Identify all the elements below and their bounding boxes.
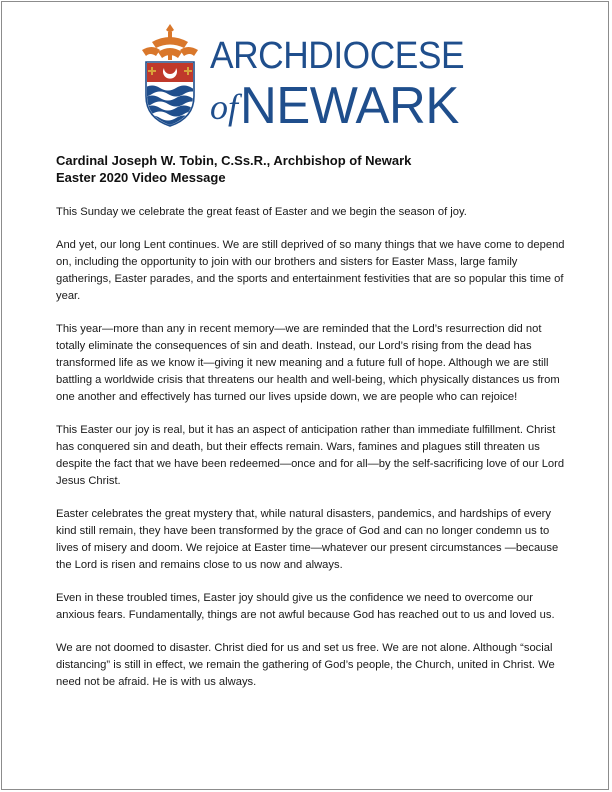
paragraph: This Easter our joy is real, but it has an aspect of anticipation rather than immediate fulfillment. Christ has conquered sin and death, but their effects remain. Wars, famines and plagues still threaten us despite the fact that we have been redeemed—once and for all—by the self-sacrificing love of our Lord Jesus Christ. (56, 424, 565, 487)
logo-text-archdiocese: ARCHDIOCESE (210, 35, 465, 77)
paragraph: This Sunday we celebrate the great feast of Easter and we begin the season of joy. (56, 206, 467, 218)
paragraph: Easter celebrates the great mystery that, while natural disasters, pandemics, and hardships of every kind still remain, they have been transformed by the grace of God and can no longer condemn us to lives of misery and doom. We rejoice at Easter time—whatever our present circumstances —because the Lord is risen and remains close to us now and always. (56, 508, 559, 571)
document-heading (56, 152, 556, 186)
coat-of-arms-icon (138, 24, 202, 128)
paragraph: This year—more than any in recent memory—we are reminded that the Lord’s resurrection did not totally eliminate the consequences of sin and death. Instead, our Lord’s rising from the dead has transformed life as we know it—giving it new meaning and a future full of hope. Although we are still battling a worldwide crisis that threatens our health and well-being, which physically distances us from one another and effectively has turned our lives upside down, we are people who can rejoice! (56, 323, 560, 403)
paragraph: And yet, our long Lent continues. We are still deprived of so many things that we have come to depend on, including the opportunity to join with our brothers and sisters for Easter Mass, large family gatherings, Easter parades, and the sports and entertainment festivities that are so popular this time of year. (56, 239, 565, 302)
logo-text-of: of (210, 87, 239, 127)
archdiocese-logo (138, 24, 478, 135)
paragraph: We are not doomed to disaster. Christ died for us and set us free. We are not alone. Although “social distancing” is still in effect, we remain the gathering of God’s people, the Church, united in Christ. We need not be afraid. He is with us always. (56, 642, 555, 688)
paragraph: Even in these troubled times, Easter joy should give us the confidence we need to overcome our anxious fears. Fundamentally, things are not awful because God has reached out to us and loved us. (56, 592, 555, 621)
message-title: Easter 2020 Video Message (56, 170, 226, 185)
logo-text-newark: NEWARK (240, 77, 459, 135)
logo-text-of-newark (210, 77, 463, 135)
message-body (56, 204, 572, 707)
author-title: Cardinal Joseph W. Tobin, C.Ss.R., Archbishop of Newark (56, 153, 412, 168)
